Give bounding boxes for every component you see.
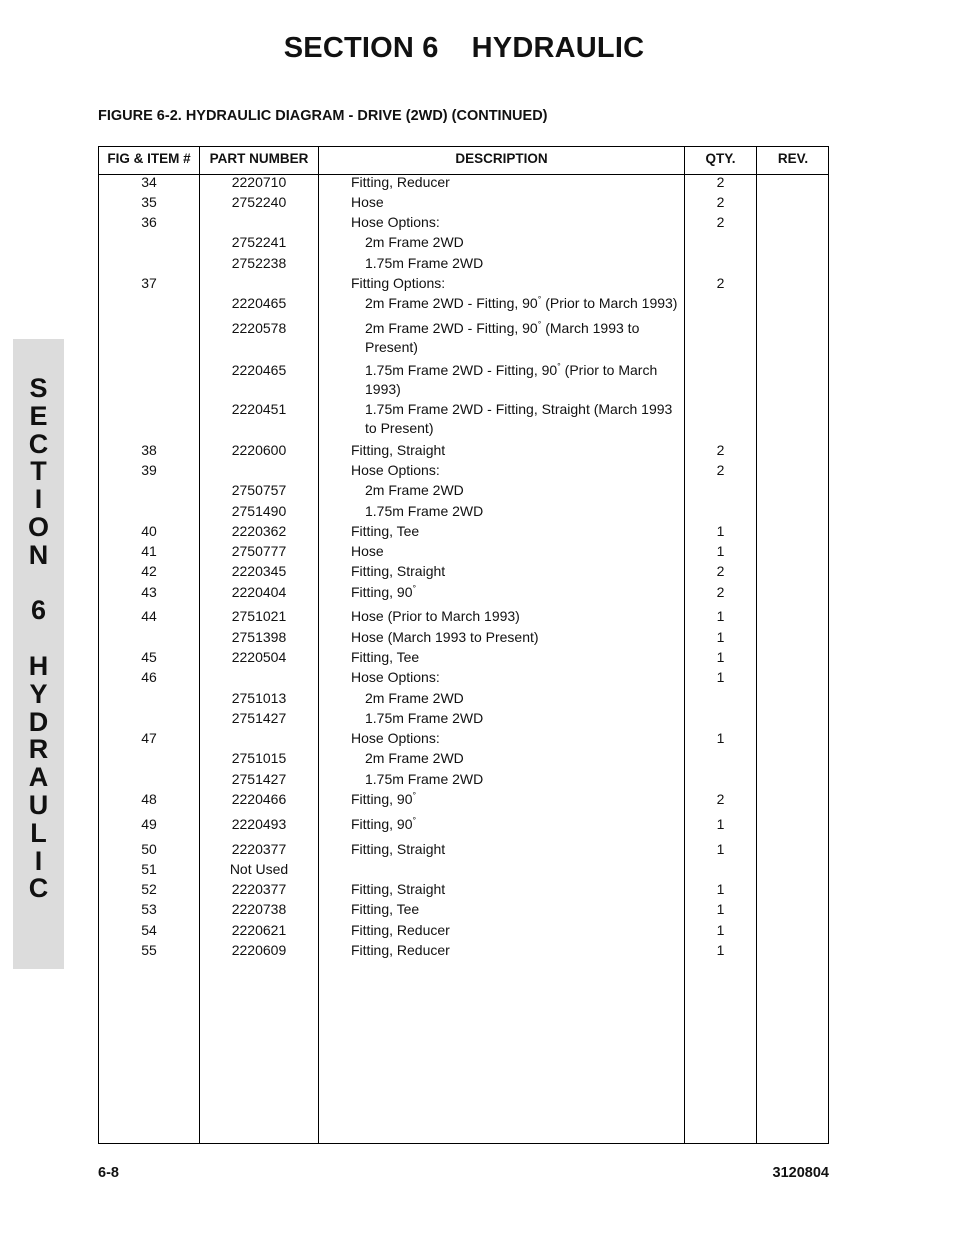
row-item-number: 35	[141, 194, 157, 210]
row-item-number: 44	[141, 608, 157, 624]
row-part-number: 2220345	[231, 563, 287, 579]
row-item-number: 52	[141, 881, 157, 897]
row-qty: 1	[716, 841, 725, 857]
row-part-number: 2220504	[231, 649, 287, 665]
row-qty: 1	[716, 543, 725, 559]
figure-caption: FIGURE 6-2. HYDRAULIC DIAGRAM - DRIVE (2WD) (CONTINUED)	[98, 108, 548, 124]
row-qty: 2	[716, 214, 725, 230]
side-tab-letter: T	[30, 456, 47, 487]
degree-symbol: °	[412, 583, 417, 594]
row-item-number: 55	[141, 942, 157, 958]
row-description: 1.75m Frame 2WD	[365, 710, 484, 726]
side-tab-letter: H	[28, 650, 49, 681]
row-item-number: 41	[141, 543, 157, 559]
header-item: FIG & ITEM #	[107, 151, 191, 166]
row-item-number: 40	[141, 523, 157, 539]
row-qty: 1	[716, 901, 725, 917]
degree-symbol: °	[412, 790, 417, 801]
header-rev: REV.	[777, 151, 809, 166]
row-description: 1.75m Frame 2WD - Fitting, 90° (Prior to March 1993)	[365, 361, 658, 397]
row-part-number: 2220493	[231, 816, 287, 832]
side-tab-letter: Y	[29, 678, 48, 709]
side-tab-letter: A	[28, 762, 49, 793]
row-qty: 1	[716, 523, 725, 539]
row-qty: 1	[716, 629, 725, 645]
row-description: Hose (Prior to March 1993)	[351, 608, 520, 624]
row-description: Hose Options:	[351, 669, 440, 685]
row-description: 2m Frame 2WD - Fitting, 90° (Prior to March 1993)	[365, 294, 678, 311]
row-description: 1.75m Frame 2WD	[365, 771, 484, 787]
row-item-number: 54	[141, 922, 157, 938]
row-description: Hose	[351, 543, 384, 559]
row-part-number: 2751427	[231, 771, 287, 787]
row-description: Hose	[351, 194, 384, 210]
row-qty: 1	[716, 649, 725, 665]
row-qty: 2	[716, 462, 725, 478]
parts-table	[98, 146, 829, 1144]
header-qty: QTY.	[705, 151, 736, 166]
row-description: 1.75m Frame 2WD	[365, 503, 484, 519]
row-part-number: 2750777	[231, 543, 287, 559]
side-tab-letter: N	[28, 539, 49, 570]
row-part-number: 2752241	[231, 234, 287, 250]
row-part-number: 2220578	[231, 320, 287, 336]
row-item-number: 46	[141, 669, 157, 685]
row-part-number: 2220609	[231, 942, 287, 958]
row-description: Fitting, 90°	[351, 583, 417, 600]
row-description: 1.75m Frame 2WD	[365, 255, 484, 271]
side-tab-letter: 6	[30, 595, 47, 626]
row-item-number: 51	[141, 861, 157, 877]
row-qty: 1	[716, 881, 725, 897]
document-number: 3120804	[772, 1165, 829, 1181]
row-qty: 1	[716, 942, 725, 958]
row-item-number: 34	[141, 174, 157, 190]
row-description: Hose Options:	[351, 462, 440, 478]
side-tab-letter: U	[28, 789, 49, 820]
row-item-number: 47	[141, 730, 157, 746]
row-description: Hose Options:	[351, 214, 440, 230]
row-part-number: 2220466	[231, 791, 287, 807]
row-description: Fitting, Straight	[351, 442, 446, 458]
page-title: SECTION 6 HYDRAULIC	[283, 32, 645, 64]
row-part-number: 2752238	[231, 255, 287, 271]
row-item-number: 53	[141, 901, 157, 917]
header-part-number: PART NUMBER	[209, 151, 309, 166]
row-description: Fitting, 90°	[351, 790, 417, 807]
row-qty: 2	[716, 275, 725, 291]
page-number: 6-8	[98, 1165, 119, 1181]
row-qty: 2	[716, 563, 725, 579]
side-tab-letter: I	[34, 484, 43, 515]
row-description: 2m Frame 2WD	[365, 482, 464, 498]
row-description: 2m Frame 2WD	[365, 234, 464, 250]
row-description: Hose Options:	[351, 730, 440, 746]
row-item-number: 45	[141, 649, 157, 665]
side-tab-letter: C	[28, 873, 49, 904]
row-qty: 1	[716, 922, 725, 938]
row-qty: 2	[716, 584, 725, 600]
row-part-number: 2220377	[231, 881, 287, 897]
row-part-number: 2220738	[231, 901, 287, 917]
row-part-number: 2751021	[231, 608, 287, 624]
row-part-number: 2751398	[231, 629, 287, 645]
row-item-number: 42	[141, 563, 157, 579]
row-qty: 2	[716, 194, 725, 210]
row-description: 2m Frame 2WD - Fitting, 90° (March 1993 to Present)	[365, 319, 640, 355]
side-tab-letter: D	[28, 706, 49, 737]
row-item-number: 49	[141, 816, 157, 832]
row-description: Fitting, Tee	[351, 649, 420, 665]
side-tab-letter: S	[29, 373, 48, 403]
row-part-number: 2750757	[231, 482, 287, 498]
row-part-number: 2220404	[231, 584, 287, 600]
row-description: Fitting, Reducer	[351, 174, 450, 190]
column-divider	[756, 147, 757, 1143]
row-description: 1.75m Frame 2WD - Fitting, Straight (March 1993 to Present)	[365, 401, 673, 436]
row-part-number: 2220710	[231, 174, 287, 190]
side-tab-letter: E	[29, 400, 48, 431]
row-qty: 1	[716, 608, 725, 624]
row-description: Fitting, Tee	[351, 523, 420, 539]
side-tab-letter: L	[30, 817, 47, 848]
row-item-number: 38	[141, 442, 157, 458]
row-description: Fitting, Straight	[351, 841, 446, 857]
row-item-number: 50	[141, 841, 157, 857]
row-description: Fitting, 90°	[351, 815, 417, 832]
row-part-number: 2751427	[231, 710, 287, 726]
section-side-tab	[13, 339, 64, 969]
degree-symbol: °	[537, 294, 542, 305]
row-part-number: 2751013	[231, 690, 287, 706]
row-item-number: 36	[141, 214, 157, 230]
row-item-number: 48	[141, 791, 157, 807]
row-part-number: 2752240	[231, 194, 287, 210]
side-tab-letter: O	[27, 511, 49, 542]
row-qty: 1	[716, 730, 725, 746]
row-qty: 1	[716, 816, 725, 832]
row-part-number: 2220465	[231, 362, 287, 378]
row-part-number: 2751490	[231, 503, 287, 519]
row-description: Fitting, Reducer	[351, 942, 450, 958]
row-description: Fitting, Tee	[351, 901, 420, 917]
row-item-number: 43	[141, 584, 157, 600]
row-qty: 2	[716, 791, 725, 807]
degree-symbol: °	[412, 815, 417, 826]
row-item-number: 39	[141, 462, 157, 478]
column-divider	[318, 147, 319, 1143]
row-part-number: Not Used	[229, 861, 289, 877]
row-description: 2m Frame 2WD	[365, 690, 464, 706]
side-tab-letter: C	[28, 428, 49, 459]
row-part-number: 2220621	[231, 922, 287, 938]
header-description: DESCRIPTION	[455, 151, 548, 166]
row-qty: 1	[716, 669, 725, 685]
row-part-number: 2220451	[231, 401, 287, 417]
degree-symbol: °	[557, 361, 561, 372]
table-header	[99, 147, 828, 175]
row-description: Fitting Options:	[351, 275, 446, 291]
row-item-number: 37	[141, 275, 157, 291]
row-part-number: 2220362	[231, 523, 287, 539]
row-description: Fitting, Straight	[351, 881, 446, 897]
row-part-number: 2220465	[231, 295, 287, 311]
side-tab-letter: I	[34, 845, 43, 876]
row-part-number: 2220600	[231, 442, 287, 458]
row-part-number: 2220377	[231, 841, 287, 857]
row-description: Fitting, Reducer	[351, 922, 450, 938]
row-description: Hose (March 1993 to Present)	[351, 629, 539, 645]
degree-symbol: °	[537, 319, 542, 330]
row-qty: 2	[716, 174, 725, 190]
row-description: Fitting, Straight	[351, 563, 446, 579]
side-tab-letter: R	[28, 734, 49, 765]
row-description: 2m Frame 2WD	[365, 750, 464, 766]
row-qty: 2	[716, 442, 725, 458]
row-part-number: 2751015	[231, 750, 287, 766]
